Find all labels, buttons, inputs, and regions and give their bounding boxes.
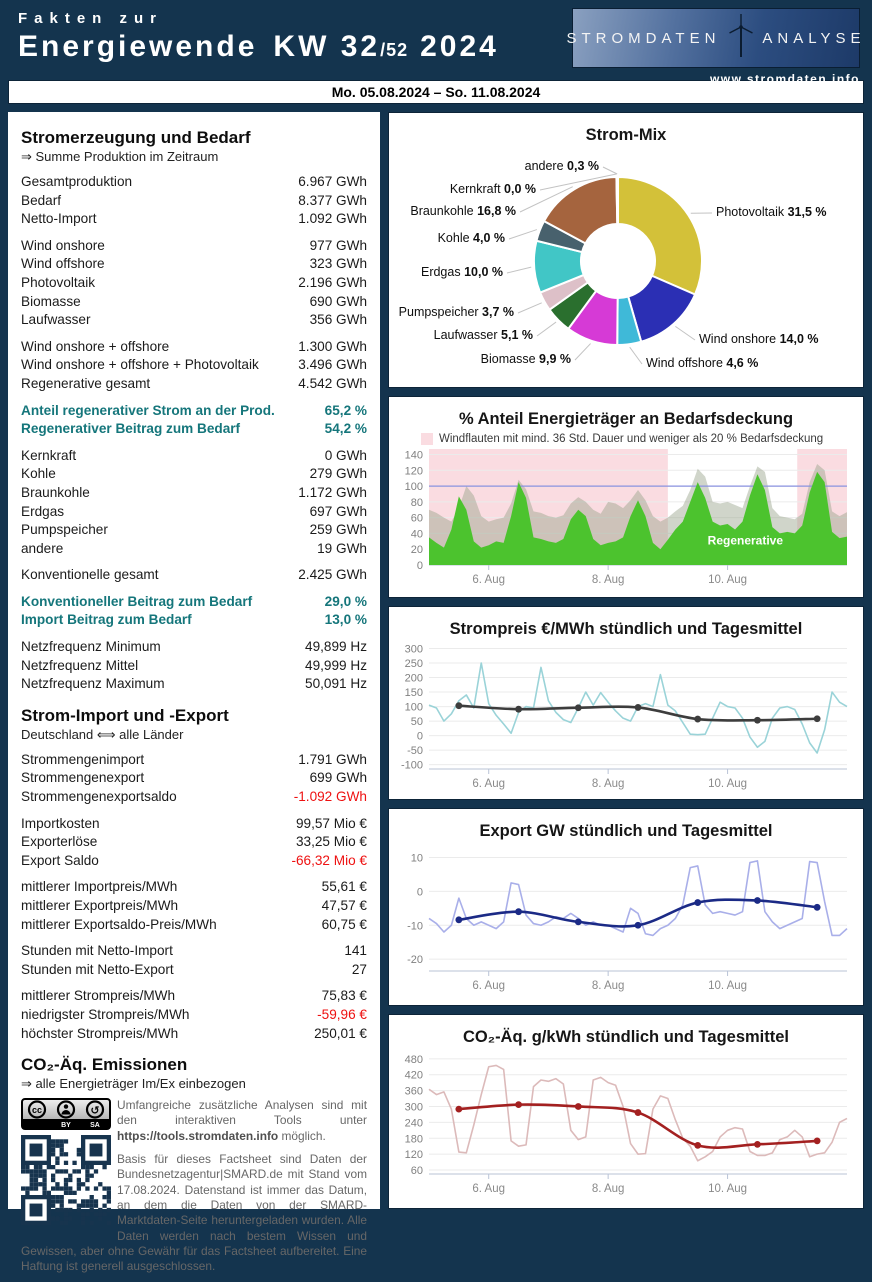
x-tick-label: 8. Aug [592, 1183, 625, 1195]
stat-label: Netto-Import [21, 210, 97, 229]
donut-label-kernkraft [450, 182, 536, 196]
donut-label-value: 5,1 % [501, 328, 533, 342]
y-tick-label: 40 [411, 528, 423, 540]
x-tick-label: 10. Aug [708, 980, 747, 992]
donut-label-value: 3,7 % [482, 305, 514, 319]
x-tick-label: 10. Aug [708, 778, 747, 790]
charts-column [388, 112, 864, 1209]
stat-value: 2.425 GWh [298, 566, 367, 585]
donut-label-name: Photovoltaik [716, 205, 788, 219]
stat-value: 47,57 € [322, 897, 367, 916]
stat-label: mittlerer Importpreis/MWh [21, 878, 177, 897]
x-tick-label: 6. Aug [472, 1183, 505, 1195]
stat-row-niedrigster-strompreis-mwh [21, 1006, 367, 1025]
price-chart [389, 639, 861, 797]
stat-label: Laufwasser [21, 311, 91, 330]
donut-label-name: Pumpspeicher [399, 305, 482, 319]
y-tick-label: 80 [411, 497, 423, 509]
stats-panel [8, 112, 380, 1209]
daily-mean-dot [575, 1103, 582, 1110]
date-range: Mo. 05.08.2024 – So. 11.08.2024 [8, 80, 864, 104]
stat-value: 6.967 GWh [298, 173, 367, 192]
stat-label: Netzfrequenz Minimum [21, 638, 161, 657]
stat-label: Regenerativer Beitrag zum Bedarf [21, 420, 240, 439]
stat-label: Wind onshore [21, 237, 105, 256]
donut-label-wind-onshore [699, 332, 819, 346]
tools-note-text: Umfangreiche zusätzliche Analysen sind mit den interaktiven Tools unter [117, 1098, 367, 1127]
section-heading-co-q-emissionen: CO₂-Äq. Emissionen [21, 1055, 367, 1075]
section-subtitle: Deutschland ⟺ alle Länder [21, 727, 367, 743]
stat-value: 323 GWh [310, 255, 367, 274]
donut-slice-andere [616, 177, 618, 224]
daily-mean-dot [455, 1106, 462, 1113]
stat-value: 19 GWh [317, 540, 367, 559]
stat-value: 55,61 € [322, 878, 367, 897]
x-tick-label: 6. Aug [472, 980, 505, 992]
donut-label-biomasse [481, 352, 571, 366]
y-tick-label: 0 [417, 731, 423, 743]
donut-label-name: Erdgas [421, 265, 464, 279]
stat-label: höchster Strompreis/MWh [21, 1025, 178, 1044]
co2-card [388, 1014, 864, 1209]
stat-row-strommengenexportsaldo [21, 788, 367, 807]
stat-value: 54,2 % [325, 420, 367, 439]
y-tick-label: -50 [407, 745, 423, 757]
y-tick-label: 100 [405, 702, 423, 714]
stat-label: Bedarf [21, 192, 61, 211]
stat-row-anteil-regenerativer-strom-an-der-prod [21, 402, 367, 421]
stat-value: -66,32 Mio € [291, 852, 367, 871]
x-tick-label: 8. Aug [592, 980, 625, 992]
stat-row-exporterl-se [21, 833, 367, 852]
windflaute-legend-label: Windflauten mit mind. 36 Std. Dauer und weniger als 20 % Bedarfsdeckung [439, 433, 823, 445]
stat-row-netzfrequenz-maximum [21, 675, 367, 694]
donut-label-value: 16,8 % [477, 204, 516, 218]
stat-label: Export Saldo [21, 852, 99, 871]
stat-row-stunden-mit-netto-export [21, 961, 367, 980]
daily-mean-dot [694, 899, 701, 906]
stat-label: Importkosten [21, 815, 100, 834]
qr-code [21, 1135, 117, 1230]
stat-label: Wind onshore + offshore + Photovoltaik [21, 356, 259, 375]
stat-row-laufwasser [21, 311, 367, 330]
stat-label: Netzfrequenz Maximum [21, 675, 165, 694]
donut-label-value: 31,5 % [788, 205, 827, 219]
daily-mean-dot [814, 904, 821, 911]
stat-label: Strommengenexport [21, 769, 144, 788]
x-tick-label: 8. Aug [592, 574, 625, 586]
y-tick-label: 180 [405, 1133, 423, 1145]
stat-label: Strommengenexportsaldo [21, 788, 177, 807]
stat-row-pumpspeicher [21, 521, 367, 540]
stat-row-bedarf [21, 192, 367, 211]
stat-label: Konventioneller Beitrag zum Bedarf [21, 593, 252, 612]
stat-value: 279 GWh [310, 465, 367, 484]
stat-label: andere [21, 540, 63, 559]
price-title: Strompreis €/MWh stündlich und Tagesmittel [389, 620, 863, 639]
donut-label-value: 0,0 % [504, 182, 536, 196]
stat-group [21, 447, 367, 559]
y-tick-label: 250 [405, 658, 423, 670]
stat-row-wind-onshore [21, 237, 367, 256]
disclaimer-note: Basis für dieses Factsheet sind Daten der Bundesnetzagentur|SMARD.de mit Stand vom 17.08.2024. Datenstand ist immer das Datum, an dem die Daten von der SMARD-Marktdaten-Seite heruntergeladen wurden. Alle Daten werden nach bestem Wissen und Gewissen, aber ohne Gewähr für das Factsheet aufbereitet. Eine Haftung ist generell ausgeschlossen. [21, 1152, 367, 1274]
donut-label-andere [525, 159, 599, 173]
donut-label-erdgas [421, 265, 503, 279]
donut-leader-pumpspeicher [518, 303, 542, 313]
donut-label-kohle [438, 231, 505, 245]
svg-text:SA: SA [90, 1122, 100, 1129]
y-tick-label: 100 [405, 481, 423, 493]
daily-mean-dot [635, 922, 642, 929]
donut-label-wind-offshore [646, 356, 758, 370]
page-title [18, 30, 499, 64]
daily-mean-dot [515, 1101, 522, 1108]
donut-label-name: Wind onshore [699, 332, 780, 346]
donut-slice-photovoltaik [618, 177, 702, 295]
coverage-card [388, 396, 864, 598]
donut-label-value: 4,0 % [473, 231, 505, 245]
stat-label: Pumpspeicher [21, 521, 108, 540]
stat-row-h-chster-strompreis-mwh [21, 1025, 367, 1044]
coverage-chart [389, 445, 861, 591]
stat-value: 697 GWh [310, 503, 367, 522]
strom-mix-card [388, 112, 864, 388]
footer-block [21, 1098, 367, 1282]
y-tick-label: 150 [405, 687, 423, 699]
daily-mean-dot [694, 1142, 701, 1149]
stat-row-gesamtproduktion [21, 173, 367, 192]
donut-label-name: Wind offshore [646, 356, 726, 370]
stat-label: Kernkraft [21, 447, 76, 466]
y-tick-label: -10 [407, 920, 423, 932]
co2-chart [389, 1047, 861, 1204]
daily-mean-dot [575, 704, 582, 711]
stat-value: 99,57 Mio € [296, 815, 367, 834]
stat-group [21, 338, 367, 394]
coverage-title: % Anteil Energieträger an Bedarfsdeckung [389, 410, 863, 429]
stat-value: 977 GWh [310, 237, 367, 256]
stat-label: Wind onshore + offshore [21, 338, 169, 357]
stat-label: Biomasse [21, 293, 81, 312]
y-tick-label: 200 [405, 673, 423, 685]
stat-label: Regenerative gesamt [21, 375, 150, 394]
windflaute-legend-swatch [421, 433, 433, 445]
co2-title: CO₂-Äq. g/kWh stündlich und Tagesmittel [389, 1028, 863, 1047]
daily-mean-dot [754, 897, 761, 904]
y-tick-label: 300 [405, 643, 423, 655]
stat-label: Gesamtproduktion [21, 173, 132, 192]
stat-row-kohle [21, 465, 367, 484]
stat-row-import-beitrag-zum-bedarf [21, 611, 367, 630]
stat-group [21, 402, 367, 439]
stat-value: -1.092 GWh [294, 788, 367, 807]
y-tick-label: 60 [411, 513, 423, 525]
stat-value: 699 GWh [310, 769, 367, 788]
stat-group [21, 751, 367, 807]
export-chart [389, 841, 861, 1001]
donut-leader-wind-onshore [675, 326, 695, 340]
stat-row-kernkraft [21, 447, 367, 466]
stat-row-mittlerer-strompreis-mwh [21, 987, 367, 1006]
stat-value: 29,0 % [325, 593, 367, 612]
y-tick-label: 240 [405, 1117, 423, 1129]
logo-text-left: STROMDATEN [567, 30, 721, 47]
footer-media [21, 1098, 117, 1230]
donut-label-photovoltaik [716, 205, 827, 219]
logo-banner [572, 8, 860, 68]
donut-label-braunkohle [410, 204, 516, 218]
section-subtitle: ⇒ Summe Produktion im Zeitraum [21, 149, 367, 165]
logo-text-right: ANALYSE [762, 30, 865, 47]
stat-row-export-saldo [21, 852, 367, 871]
stat-row-stunden-mit-netto-import [21, 942, 367, 961]
stat-group [21, 815, 367, 871]
stat-group [21, 942, 367, 979]
stat-value: 141 [344, 942, 367, 961]
donut-leader-wind-offshore [630, 347, 642, 364]
strom-mix-title: Strom-Mix [389, 126, 863, 145]
donut-leader-kohle [509, 230, 537, 239]
section-heading-stromerzeugung-und-bedarf: Stromerzeugung und Bedarf [21, 128, 367, 148]
donut-label-name: Laufwasser [434, 328, 501, 342]
y-tick-label: 420 [405, 1070, 423, 1082]
stat-value: 1.300 GWh [298, 338, 367, 357]
stat-value: 1.092 GWh [298, 210, 367, 229]
stat-value: 250,01 € [314, 1025, 367, 1044]
y-tick-label: 0 [417, 886, 423, 898]
stat-group [21, 878, 367, 934]
stat-label: Anteil regenerativer Strom an der Prod. [21, 402, 275, 421]
y-tick-label: 120 [405, 465, 423, 477]
strom-mix-donut-chart [389, 113, 863, 387]
stat-group [21, 237, 367, 330]
stat-value: 0 GWh [325, 447, 367, 466]
stat-value: 27 [352, 961, 367, 980]
stat-label: Exporterlöse [21, 833, 97, 852]
stat-row-regenerative-gesamt [21, 375, 367, 394]
stat-label: Konventionelle gesamt [21, 566, 159, 585]
title-week-total: /52 [380, 40, 408, 60]
stat-row-andere [21, 540, 367, 559]
stat-value: 33,25 Mio € [296, 833, 367, 852]
x-tick-label: 6. Aug [472, 778, 505, 790]
x-tick-label: 10. Aug [708, 1183, 747, 1195]
donut-leader-erdgas [507, 267, 531, 273]
donut-label-value: 4,6 % [726, 356, 758, 370]
y-tick-label: 480 [405, 1054, 423, 1066]
svg-text:BY: BY [61, 1122, 71, 1129]
stat-row-mittlerer-exportsaldo-preis-mwh [21, 916, 367, 935]
cc-by-sa-badge [21, 1098, 117, 1135]
stat-value: 3.496 GWh [298, 356, 367, 375]
y-tick-label: 120 [405, 1149, 423, 1161]
stat-label: Wind offshore [21, 255, 105, 274]
donut-label-value: 14,0 % [780, 332, 819, 346]
donut-label-name: andere [525, 159, 567, 173]
donut-label-name: Kernkraft [450, 182, 504, 196]
stat-value: 60,75 € [322, 916, 367, 935]
stat-row-wind-onshore-offshore [21, 338, 367, 357]
website-url[interactable]: www.stromdaten.info [572, 72, 860, 86]
stat-value: 75,83 € [322, 987, 367, 1006]
daily-mean-dot [455, 702, 462, 709]
stat-value: 4.542 GWh [298, 375, 367, 394]
stat-value: 49,999 Hz [305, 657, 367, 676]
stat-label: Stunden mit Netto-Import [21, 942, 173, 961]
stat-row-netzfrequenz-mittel [21, 657, 367, 676]
stat-row-wind-offshore [21, 255, 367, 274]
daily-mean-dot [814, 715, 821, 722]
tools-note-tail: möglich. [278, 1129, 326, 1143]
logo [572, 8, 860, 86]
stat-group [21, 593, 367, 630]
stat-row-strommengenexport [21, 769, 367, 788]
stat-row-netzfrequenz-minimum [21, 638, 367, 657]
donut-label-name: Braunkohle [410, 204, 477, 218]
donut-label-value: 10,0 % [464, 265, 503, 279]
daily-mean-dot [635, 1109, 642, 1116]
stat-row-konventionelle-gesamt [21, 566, 367, 585]
stat-value: 49,899 Hz [305, 638, 367, 657]
stat-label: Stunden mit Netto-Export [21, 961, 174, 980]
stat-row-mittlerer-importpreis-mwh [21, 878, 367, 897]
donut-label-name: Kohle [438, 231, 473, 245]
donut-label-value: 0,3 % [567, 159, 599, 173]
y-tick-label: 360 [405, 1086, 423, 1098]
stat-row-regenerativer-beitrag-zum-bedarf [21, 420, 367, 439]
stat-value: 690 GWh [310, 293, 367, 312]
stat-value: -59,96 € [317, 1006, 367, 1025]
price-card [388, 606, 864, 800]
y-tick-label: 140 [405, 450, 423, 462]
stat-group [21, 987, 367, 1043]
stat-value: 50,091 Hz [305, 675, 367, 694]
title-week: KW 32 [273, 30, 380, 63]
stat-value: 8.377 GWh [298, 192, 367, 211]
stat-value: 356 GWh [310, 311, 367, 330]
donut-label-name: Biomasse [481, 352, 539, 366]
x-tick-label: 10. Aug [708, 574, 747, 586]
y-tick-label: -20 [407, 954, 423, 966]
stat-row-strommengenimport [21, 751, 367, 770]
stat-group [21, 173, 367, 229]
stat-row-braunkohle [21, 484, 367, 503]
daily-mean-dot [754, 717, 761, 724]
stat-value: 1.791 GWh [298, 751, 367, 770]
y-tick-label: 0 [417, 560, 423, 572]
tools-link[interactable]: https://tools.stromdaten.info [117, 1129, 278, 1143]
svg-text:cc: cc [32, 1105, 42, 1115]
stat-label: Netzfrequenz Mittel [21, 657, 138, 676]
stat-group [21, 638, 367, 694]
donut-label-pumpspeicher [399, 305, 514, 319]
stat-label: Braunkohle [21, 484, 90, 503]
title-year: 2024 [420, 30, 499, 63]
title-word: Energiewende [18, 30, 257, 63]
donut-label-laufwasser [434, 328, 533, 342]
windflaute-legend [421, 433, 863, 445]
stat-label: Erdgas [21, 503, 64, 522]
x-tick-label: 8. Aug [592, 778, 625, 790]
daily-mean-dot [515, 908, 522, 915]
donut-leader-biomasse [575, 344, 591, 360]
title-block [18, 8, 499, 64]
donut-label-value: 9,9 % [539, 352, 571, 366]
stat-group [21, 566, 367, 585]
stat-value: 13,0 % [325, 611, 367, 630]
donut-leader-laufwasser [537, 322, 556, 336]
x-tick-label: 6. Aug [472, 574, 505, 586]
stat-row-biomasse [21, 293, 367, 312]
y-tick-label: 60 [411, 1165, 423, 1177]
stat-row-wind-onshore-offshore-photovoltaik [21, 356, 367, 375]
y-tick-label: 20 [411, 544, 423, 556]
regenerative-annotation: Regenerative [708, 533, 784, 547]
daily-mean-dot [635, 704, 642, 711]
stat-row-erdgas [21, 503, 367, 522]
stat-row-importkosten [21, 815, 367, 834]
stat-label: mittlerer Strompreis/MWh [21, 987, 175, 1006]
stat-label: niedrigster Strompreis/MWh [21, 1006, 189, 1025]
export-title: Export GW stündlich und Tagesmittel [389, 822, 863, 841]
stat-label: mittlerer Exportpreis/MWh [21, 897, 178, 916]
y-tick-label: 50 [411, 716, 423, 728]
stat-value: 1.172 GWh [298, 484, 367, 503]
stat-label: Photovoltaik [21, 274, 95, 293]
y-tick-label: 10 [411, 852, 423, 864]
svg-text:↺: ↺ [90, 1104, 99, 1117]
daily-mean-dot [455, 916, 462, 923]
export-card [388, 808, 864, 1006]
stat-label: Kohle [21, 465, 56, 484]
stat-row-konventioneller-beitrag-zum-bedarf [21, 593, 367, 612]
stat-row-netto-import [21, 210, 367, 229]
wind-turbine-icon [728, 13, 754, 64]
donut-leader-andere [603, 167, 617, 174]
daily-mean-dot [814, 1138, 821, 1145]
daily-mean-dot [575, 918, 582, 925]
section-subtitle: ⇒ alle Energieträger Im/Ex einbezogen [21, 1076, 367, 1092]
y-tick-label: 300 [405, 1101, 423, 1113]
stat-label: Import Beitrag zum Bedarf [21, 611, 192, 630]
stat-value: 2.196 GWh [298, 274, 367, 293]
stat-label: mittlerer Exportsaldo-Preis/MWh [21, 916, 217, 935]
y-tick-label: -100 [401, 760, 423, 772]
stat-label: Strommengenimport [21, 751, 144, 770]
daily-mean-dot [694, 716, 701, 723]
stat-value: 259 GWh [310, 521, 367, 540]
daily-mean-dot [754, 1141, 761, 1148]
pretitle: Fakten zur [18, 10, 499, 27]
content [8, 112, 864, 1209]
stat-row-photovoltaik [21, 274, 367, 293]
daily-mean-dot [515, 706, 522, 713]
section-heading-strom-import-und-export: Strom-Import und -Export [21, 706, 367, 726]
stat-value: 65,2 % [325, 402, 367, 421]
page-header [0, 0, 872, 80]
stat-row-mittlerer-exportpreis-mwh [21, 897, 367, 916]
